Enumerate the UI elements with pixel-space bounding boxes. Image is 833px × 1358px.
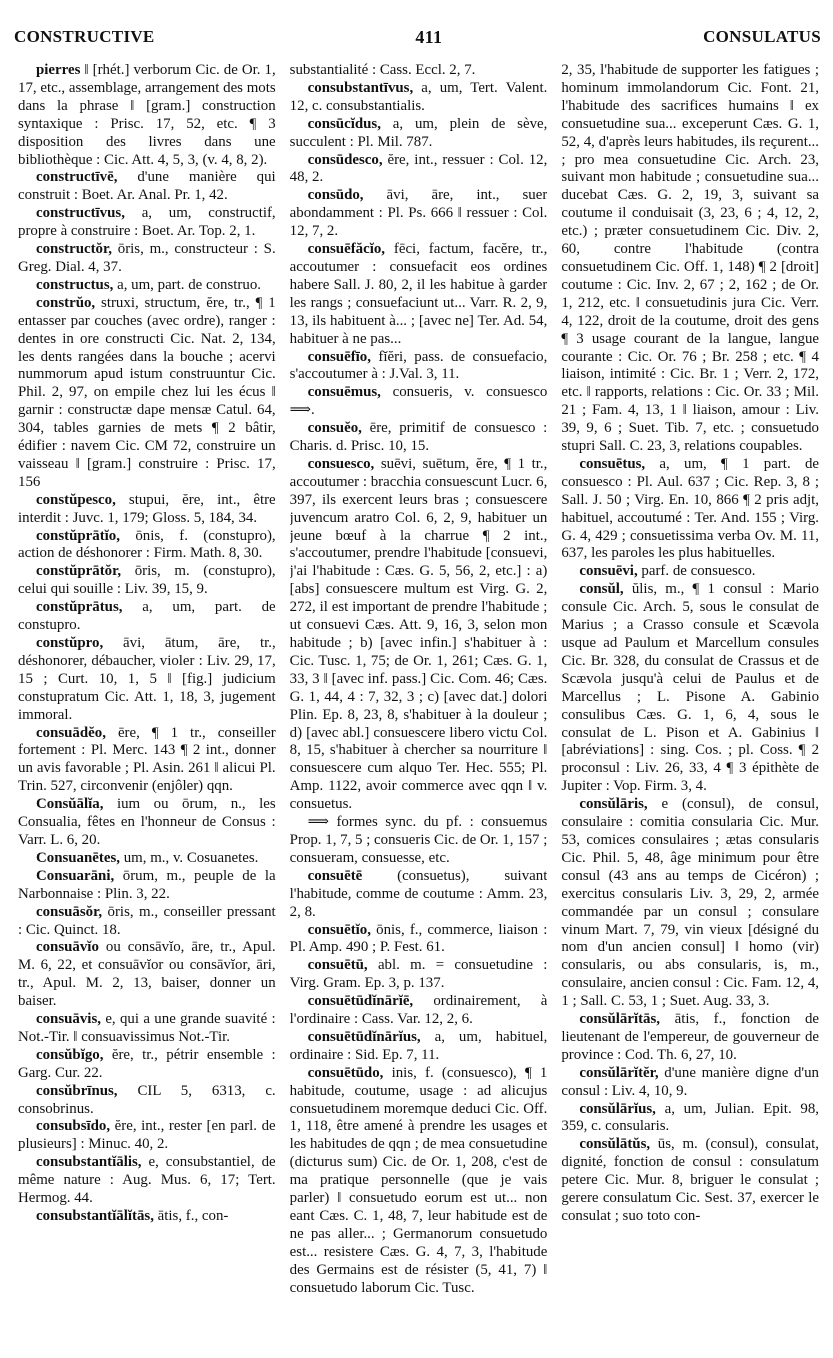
dictionary-entry	[18, 1011, 276, 1047]
entry-definition: ium ou ōrum, n., les Consualia, fêtes en l'honneur de Consus : Varr. L. 6, 20.	[18, 796, 276, 848]
entry-headword: consuēfăcĭo,	[307, 241, 386, 258]
entry-headword: Consŭālĭa,	[36, 796, 104, 813]
dictionary-entry	[290, 922, 548, 958]
column-left	[18, 62, 276, 1352]
dictionary-entry	[18, 492, 276, 528]
entry-headword: consŭlāris,	[579, 796, 648, 813]
entry-headword: constructus,	[36, 276, 114, 293]
entry-definition: suēvi, suētum, ĕre, ¶ 1 tr., accoutumer : bracchia consuescunt Lucr. 6, 397, ils exercent leurs bras ; consuescere juvencum aratro Col. 6, 2, 9, habituer un jeune bœuf à la charrue ¶ 2 int., s'accoutumer, prendre l'habitude [consuevi, j'ai l'habitude : Cæs. G. 5, 56, 2, etc.] : a) [abs] consuescere multum est Virg. G. 2, 272, il est important de prendre l'habitude ; ut consuevi Cæs. Att. 9, 16, 3, selon mon habitude ; b) [avec infin.] s'habituer à : Cic. Tusc. 1, 75; de Or. 1, 261; Cæs. G. 1, 33, 3 ‖ [avec inf. pass.] Cic. Com. 46; Cæs. G. 1, 44, 4 : 7, 32, 3 ; c) [avec dat.] dolori Plin. Ep. 8, 23, 8, s'habituer à la douleur ; d) [avec abl.] consuescere libero victu Col. 8, 15, s'habituer à chercher sa nourriture ‖ consuescere cum alquo Ter. Hec. 555; Pl. Amp. 1122, avoir commerce avec qqn ‖ v. consuetus.	[289, 455, 548, 813]
entry-headword: constrŭo,	[36, 294, 96, 311]
dictionary-entry	[290, 152, 548, 188]
dictionary-entry	[290, 1065, 548, 1298]
entry-definition: ātis, f., fonction de lieutenant de l'empereur, de gouverneur de province : Cod. Th. 6, 27, 10.	[561, 1011, 820, 1063]
dictionary-entry	[290, 80, 548, 116]
entry-definition: ŭlis, m., ¶ 1 consul : Mario consule Cic. Arch. 5, sous le consulat de Marius ; a Crasso consule et Scævola usque ad Paulum et Marcellum consules Cic. Br. 328, du consulat de Crassus et de Scævola jusqu'à celui de Paulus et de Marcellus ; L. Pisone A. Gabinio consulibus Cæs. G. 1, 6, 4, sous le consulat de L. Pison et A. Gabinius ‖ [abréviations] : sing. Cos. ; pl. Coss. ¶ 2 proconsul : Liv. 26, 33, 4 ¶ 3 épithète de Jupiter : Vop. Firm. 3, 4.	[561, 581, 820, 795]
entry-definition: āvi, ātum, āre, tr., déshonorer, débaucher, violer : Liv. 29, 17, 15 ; Curt. 10, 1, 5 ‖ [fig.] judicium constupratum Cic. Att. 1, 18, 3, jugement immoral.	[18, 635, 276, 723]
page-number: 411	[415, 26, 443, 47]
entry-definition: abl. m. = consuetudine : Virg. Gram. Ep. 3, p. 137.	[289, 957, 548, 992]
dictionary-entry	[18, 169, 276, 205]
dictionary-entry	[561, 1136, 819, 1226]
entry-definition: a, um, part. de construo.	[117, 276, 261, 293]
dictionary-entry	[18, 904, 276, 940]
dictionary-entry	[561, 563, 819, 581]
entry-headword: consūcĭdus,	[307, 115, 381, 132]
dictionary-entry	[290, 868, 548, 922]
dictionary-entry	[561, 62, 819, 456]
dictionary-entry	[561, 1101, 819, 1137]
entry-headword: consŭbrīnus,	[36, 1082, 118, 1099]
entry-definition: fĭĕri, pass. de consuefacio, s'accoutumer à : J.Val. 3, 11.	[289, 348, 548, 383]
dictionary-entry	[18, 1208, 276, 1226]
dictionary-entry	[18, 1047, 276, 1083]
entry-headword: consuētĭo,	[307, 921, 371, 938]
entry-definition: a, um, habituel, ordinaire : Sid. Ep. 7, 11.	[289, 1028, 548, 1063]
entry-headword: Consuanētes,	[36, 849, 120, 866]
entry-headword: consuesco,	[307, 455, 375, 472]
entry-headword: consŭbĭgo,	[36, 1046, 104, 1063]
dictionary-entry	[18, 939, 276, 1011]
entry-definition: ēre, ¶ 1 tr., conseiller fortement : Pl. Merc. 143 ¶ 2 int., donner un avis favorable ; Pl. Asin. 261 ‖ alicui Pl. Trin. 527, circonvenir (enjôler) qqn.	[18, 724, 276, 795]
dictionary-entry	[290, 62, 548, 80]
entry-headword: consubstantĭālis,	[36, 1154, 142, 1171]
entry-headword: consuētū,	[307, 957, 368, 974]
dictionary-entry	[561, 581, 819, 796]
dictionary-entry	[561, 796, 819, 1011]
dictionary-entry	[18, 850, 276, 868]
entry-headword: consuēfīo,	[307, 348, 371, 365]
dictionary-entry	[18, 725, 276, 797]
dictionary-entry	[18, 599, 276, 635]
entry-headword: consuĕo,	[307, 420, 362, 437]
dictionary-entry	[290, 384, 548, 420]
entry-headword: consŭlārĭtās,	[579, 1011, 661, 1028]
dictionary-entry	[18, 295, 276, 492]
dictionary-entry	[290, 241, 548, 348]
entry-headword: consuēvi,	[579, 563, 638, 580]
entry-headword: consuētūdo,	[307, 1064, 384, 1081]
entry-definition: consueris, v. consuesco ⟹.	[289, 384, 548, 419]
entry-headword: consŭlātŭs,	[579, 1136, 651, 1153]
entry-headword: constructīvus,	[36, 205, 125, 222]
entry-headword: constructīvē,	[36, 169, 118, 186]
entry-headword: consuēmus,	[307, 384, 381, 401]
dictionary-entry	[18, 241, 276, 277]
entry-headword: consuāvĭo	[36, 939, 99, 956]
dictionary-entry	[290, 814, 548, 868]
dictionary-entry	[18, 1154, 276, 1208]
dictionary-entry	[290, 993, 548, 1029]
entry-definition: e, consubstantiel, de même nature : Aug. Mus. 6, 17; Tert. Hermog. 44.	[18, 1154, 276, 1207]
dictionary-entry	[18, 796, 276, 850]
dictionary-entry	[18, 528, 276, 564]
entry-definition: a, um, ¶ 1 part. de consuesco : Pl. Aul. 637 ; Cic. Rep. 3, 8 ; Sall. J. 50 ; Virg. En. 10, 866 ¶ 2 pris adjt, habituel, accoutumé : Ter. And. 155 ; Virg. G. 4, 429 ; consuetissima verba Ov. M. 11, 637, les paroles les plus habituelles.	[561, 455, 820, 562]
entry-headword: constructŏr,	[36, 241, 112, 258]
entry-definition: ou consāvĭo, āre, tr., Apul. M. 6, 22, et consuāvĭor ou consāvĭor, āri, tr., Apul. M. 2, 13, baiser, donner un baiser.	[18, 939, 276, 1010]
column-middle	[290, 62, 548, 1352]
entry-headword: Consuarāni,	[36, 867, 115, 884]
running-head-left: CONSTRUCTIVE	[14, 27, 155, 46]
dictionary-entry	[561, 456, 819, 563]
entry-definition: ōrum, m., peuple de la Narbonnaise : Plin. 3, 22.	[18, 867, 276, 902]
dictionary-entry	[290, 187, 548, 241]
entry-definition: ordinairement, à l'ordinaire : Cass. Var. 12, 2, 6.	[289, 993, 548, 1028]
entry-definition: ĕre, tr., pétrir ensemble : Garg. Cur. 22.	[18, 1046, 276, 1081]
entry-headword: consubsīdo,	[36, 1118, 111, 1135]
entry-headword: consuāsŏr,	[36, 903, 103, 920]
entry-headword: consuētē	[307, 867, 363, 884]
dictionary-entry	[290, 957, 548, 993]
entry-definition: d'une manière digne d'un consul : Liv. 4, 10, 9.	[561, 1064, 819, 1099]
dictionary-entry	[18, 563, 276, 599]
entry-headword: pierres	[36, 62, 81, 78]
entry-headword: constŭpro,	[36, 635, 104, 651]
dictionary-entry	[290, 1029, 548, 1065]
dictionary-entry	[561, 1065, 819, 1101]
dictionary-entry	[561, 1011, 819, 1065]
entry-definition: ōnis, f., commerce, liaison : Pl. Amp. 490 ; P. Fest. 61.	[289, 921, 548, 956]
dictionary-entry	[18, 1083, 276, 1119]
dictionary-entry	[18, 205, 276, 241]
entry-definition: inis, f. (consuesco), ¶ 1 habitude, coutume, usage : ad alicujus consuetudinem moremque deduci Cic. Off. 1, 118, être amené à prendre les usages et les habitudes de qqn ; de mea consuetudine (dicturus sum) Cic. de Or. 1, 208, c'est de ma pratique personnelle (que je vais parler) ‖ consuetudo eorum est ut... non eant Cæs. C. 1, 48, 7, leur habitude est de ne pas aller... ; Germanorum consuetudo est... resistere Cæs. G. 4, 7, 3, l'habitude des Germains est de résister (5, 41, 7) ‖ consuetudo laborum Cic. Tusc.	[289, 1064, 548, 1296]
dictionary-entry	[18, 868, 276, 904]
entry-headword: consŭlārĭtĕr,	[579, 1064, 659, 1081]
dictionary-entry	[18, 635, 276, 725]
entry-definition: a, um, Julian. Epit. 98, 359, c. consularis.	[561, 1100, 819, 1135]
entry-definition: substantialité : Cass. Eccl. 2, 7.	[289, 62, 476, 78]
entry-definition: (consuetus), suivant l'habitude, comme de coutume : Amm. 23, 2, 8.	[289, 867, 548, 920]
entry-headword: consubstantĭālĭtās,	[36, 1208, 154, 1224]
entry-definition: CIL 5, 6313, c. consobrinus.	[18, 1082, 276, 1117]
entry-headword: consuādĕo,	[36, 724, 106, 741]
entry-definition: a, um, constructif, propre à construire : Boet. Ar. Top. 2, 1.	[18, 205, 276, 240]
dictionary-entry	[290, 456, 548, 814]
entry-headword: constŭprātĭo,	[36, 527, 120, 544]
entry-definition: ēre, primitif de consuesco : Charis. d. Prisc. 10, 15.	[289, 420, 548, 455]
dictionary-entry	[18, 277, 276, 295]
entry-headword: consubstantīvus,	[307, 79, 414, 96]
entry-definition: a, um, plein de sève, succulent : Pl. Mil. 787.	[289, 115, 548, 150]
entry-headword: constŭprātŏr,	[36, 563, 122, 580]
entry-definition: e (consul), de consul, consulaire : comitia consularia Cic. Mur. 53, comices consulaires ; ætas consularis Cic. Phil. 5, 48, âge minimum pour être consul (43 ans au temps de Cicéron) ; exercitus consularis Liv. 3, 29, 2, armée commandée par un consul ; consulare vinum Mart. 7, 79, vin vieux [désigné du nom d'un ancien consul] ‖ homo (vir) consularis, ou abs consularis, is, m., consulaire, ancien consul : Cic. Fam. 12, 4, 1 ; Sall. C. 53, 1 ; Suet. Aug. 33, 3.	[561, 796, 820, 1010]
entry-definition: e, qui a une grande suavité : Not.-Tir. ‖ consuavissimus Not.-Tir.	[18, 1011, 276, 1045]
entry-definition: parf. de consuesco.	[641, 563, 756, 580]
running-head-right: CONSULATUS	[703, 27, 821, 46]
entry-definition: a, um, Tert. Valent. 12, c. consubstantialis.	[289, 79, 548, 114]
dictionary-entry	[290, 349, 548, 385]
entry-headword: consŭlārĭus,	[579, 1100, 656, 1117]
entry-definition: fēci, factum, facĕre, tr., accoutumer : consuefacit eos ordines habere Sall. J. 80, 2, il les habitue à garder les rangs ; consuefaciunt ut... Varr. R. 2, 9, 13, ils habituent à... ; [avec ne] Ter. Ad. 54, habituer à ne pas...	[289, 241, 548, 347]
entry-definition: ōris, m. (constupro), celui qui souille : Liv. 39, 15, 9.	[18, 563, 276, 598]
entry-headword: consuētūdĭnārĭus,	[307, 1028, 421, 1045]
entry-definition: ūs, m. (consul), consulat, dignité, fonction de consul : consulatum petere Cic. Mur. 8, briguer le consulat ; gerere consulatum Cic. Sest. 37, exercer le consulat ; suo toto con-	[561, 1136, 820, 1224]
entry-headword: consūdo,	[307, 187, 364, 204]
dictionary-entry	[18, 62, 276, 169]
entry-definition: ĕre, int., rester [en parl. de plusieurs] : Minuc. 40, 2.	[18, 1118, 276, 1153]
entry-headword: consuētus,	[579, 455, 646, 472]
entry-definition: ĕre, int., ressuer : Col. 12, 48, 2.	[289, 151, 548, 186]
dictionary-entry	[290, 420, 548, 456]
entry-definition: āvi, āre, int., suer abondamment : Pl. Ps. 666 ‖ ressuer : Col. 12, 7, 2.	[289, 187, 548, 240]
entry-headword: consūdesco,	[307, 151, 383, 168]
entry-headword: consuāvis,	[36, 1011, 101, 1028]
entry-definition: ōris, m., conseiller pressant : Cic. Quinct. 18.	[18, 903, 276, 938]
entry-definition: ⟹ formes sync. du pf. : consuemus Prop. 1, 7, 5 ; consueris Cic. de Or. 1, 157 ; consueram, consuesse, etc.	[289, 814, 548, 866]
entry-definition: ōnis, f. (constupro), action de déshonorer : Firm. Math. 8, 30.	[18, 527, 276, 562]
entry-definition: ōris, m., constructeur : S. Greg. Dial. 4, 37.	[18, 241, 276, 275]
entry-definition: a, um, part. de constupro.	[18, 599, 276, 634]
entry-definition: ātis, f., con-	[157, 1208, 229, 1224]
dictionary-entry	[290, 116, 548, 152]
entry-definition: um, m., v. Cosuanetes.	[123, 849, 259, 866]
running-header	[14, 22, 821, 52]
entry-headword: constŭprātus,	[36, 599, 123, 616]
entry-definition: stupui, ĕre, int., être interdit : Juvc. 1, 179; Gloss. 5, 184, 34.	[18, 491, 276, 526]
entry-definition: struxi, structum, ĕre, tr., ¶ 1 entasser par couches (avec ordre), ranger : dentes in ore constructi Cic. Nat. 2, 134, les dents rangées dans la bouche ; acervi nummorum apud istum construuntur Cic. Phil. 2, 97, on empile chez lui les écus ‖ garnir : constructæ dape mensæ Catul. 64, 304, tables garnies de mets ¶ 2 bâtir, édifier : navem Cic. CM 72, construire un vaisseau ‖ [gram.] construire : Prisc. 17, 156	[18, 294, 276, 490]
column-right	[561, 62, 819, 1352]
entry-headword: consŭl,	[579, 581, 624, 598]
entry-definition: 2, 35, l'habitude de supporter les fatigues ; hominum immolandorum Cic. Font. 21, l'habitude des sacrifices humains ‖ ex consuetudine sua... exceperunt Cæs. G. 1, 52, 4, d'après leurs habitudes, ils reçurent... ; pro mea consuetudine Cic. Arch. 23, suivant mon habitude ; consuetudine sua... ducebat Cæs. G. 2, 19, 3, suivant sa coutume il conduisait (3, 23, 6 ; 4, 12, 2, etc.) ; præter consuetudinem Cic. Div. 2, 60, contre l'habitude (contra consuetudinem Cic. Off. 1, 148) ¶ 2 [droit] coutume : Cic. Inv. 2, 67 ; 2, 162 ; de Or. 1, 212, etc. ‖ consuetudinis jura Cic. Verr. 4, 122, droit de la coutume, droit des gens ¶ 3 usage courant de la langue, langue courante : Cic. Or. 76 ; Br. 258 ; etc. ¶ 4 liaison, intimité : Cic. Br. 1 ; Verr. 2, 172, etc. ‖ rapports, relations : Cic. Or. 33 ; Mil. 21 ; Fam. 4, 13, 1 ‖ liaison, amour : Liv. 39, 9, 6 ; Suet. Tib. 7, etc. ; consuetudo stupri Sall. C. 23, 3, relations coupables.	[561, 62, 820, 455]
entry-headword: constŭpesco,	[36, 491, 116, 508]
entry-headword: consuētūdĭnārĭē,	[307, 993, 414, 1010]
dictionary-body	[18, 62, 819, 1352]
dictionary-entry	[18, 1118, 276, 1154]
entry-definition: ‖ [rhét.] verborum Cic. de Or. 1, 17, etc., assemblage, arrangement des mots dans la phrase ‖ [gram.] construction syntaxique : Prisc. 17, 52, etc. ¶ 3 disposition des livres dans une bibliothèque : Cic. Att. 4, 5, 3, (v. 4, 8, 2).	[18, 62, 276, 168]
entry-definition: d'une manière qui construit : Boet. Ar. Anal. Pr. 1, 42.	[18, 169, 276, 204]
